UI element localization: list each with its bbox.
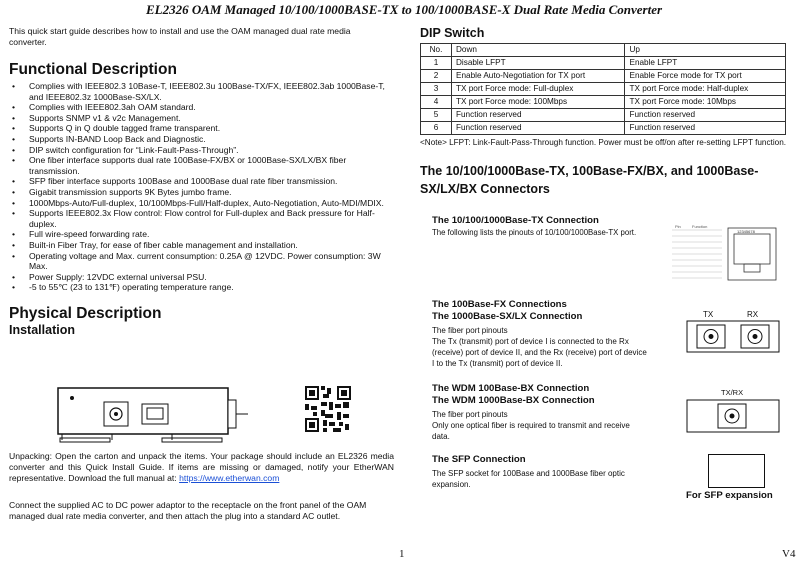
sfp-text: The SFP socket for 100Base and 1000Base fiber optic expansion. [432, 468, 625, 489]
fx-connection-section [432, 299, 647, 369]
rj45-pinout-figure [670, 222, 780, 284]
table-row: 2 Enable Auto-Negotiation for TX port Enable Force mode for TX port [421, 70, 786, 83]
physical-heading: Physical Description [9, 304, 162, 322]
function-column-header: Function [692, 224, 708, 229]
list-item: • SFP fiber interface supports 100Base and 1000Base dual rate fiber transmission. [12, 176, 338, 187]
dip-switch-heading: DIP Switch [420, 26, 485, 40]
list-item: • Built-in Fiber Tray, for ease of fiber cable management and installation. [12, 239, 298, 250]
wdm-1000-title: The WDM 1000Base-BX Connection [432, 394, 595, 406]
wdm-100-title: The WDM 100Base-BX Connection [432, 383, 590, 394]
single-fiber-port-figure [685, 386, 785, 436]
installation-heading: Installation [9, 322, 75, 337]
list-item: • Gigabit transmission supports 9K Bytes jumbo frame. [12, 186, 232, 197]
wdm-text2: Only one optical fiber is required to transmit and receive data. [432, 421, 630, 441]
table-row: 5 Function reserved Function reserved [421, 109, 786, 122]
page-number: 1 [399, 548, 405, 560]
tx-label: TX [703, 310, 714, 319]
table-row: 1 Disable LFPT Enable LFPT [421, 57, 786, 70]
fx-connection-text1: The fiber port pinouts [432, 326, 508, 335]
list-item: • Complies with IEEE802.3ah OAM standard. [12, 102, 196, 113]
version-label: V4 [782, 548, 796, 560]
fx-connection-text2: The Tx (transmit) port of device I is connected to the Rx (receive) port of device II, and the Rx (receive) port of device I to the Tx (transmit) port of device II. [432, 337, 647, 368]
dip-note: <Note> LFPT: Link-Fault-Pass-Through function. Power must be off/on after re-setting LFPT function. [420, 138, 787, 147]
table-header-row [421, 44, 786, 57]
sfp-socket-figure [708, 454, 765, 488]
qr-code-image [305, 386, 351, 432]
fx-connection-title: The 100Base-FX Connections [432, 299, 567, 310]
sfp-connection-section [432, 454, 647, 490]
list-item: • -5 to 55℃ (23 to 131℉) operating temperature range. [12, 282, 234, 293]
column-header: Down [452, 44, 625, 57]
right-column [420, 26, 800, 198]
list-item: • One fiber interface supports dual rate 100Base-FX/BX or 1000Base-SX/LX/BX fiber transmission. [12, 155, 347, 176]
connectors-heading: The 10/100/1000Base-TX, 100Base-FX/BX, and 1000Base-SX/LX/BX Connectors [420, 164, 759, 196]
tx-connection-text: The following lists the pinouts of 10/100/1000Base-TX port. [432, 227, 637, 237]
device-front-panel-image [52, 380, 252, 450]
feature-list [9, 81, 399, 293]
column-header: No. [421, 44, 452, 57]
list-item: • Supports IN-BAND Loop Back and Diagnostic. [12, 133, 206, 144]
list-item: • Full wire-speed forwarding rate. [12, 229, 150, 240]
dip-switch-table [420, 43, 786, 135]
wdm-connection-section [432, 383, 647, 442]
list-item: • Complies with IEEE802.3 10Base-T, IEEE802.3u 100Base-TX/FX, IEEE802.3ab 1000Base-T, and IEEE802.3z 1000Base-SX/LX. [12, 81, 385, 102]
sfp-caption: For SFP expansion [686, 490, 773, 501]
tx-connection-title: The 10/100/1000Base-TX Connection [432, 215, 599, 226]
manual-link[interactable]: https://www.etherwan.com [179, 473, 280, 483]
sxlx-connection-title: The 1000Base-SX/LX Connection [432, 310, 583, 322]
intro-paragraph: This quick start guide describes how to install and use the OAM managed dual rate media converter. [9, 26, 351, 47]
pin-column-header: Pin [675, 224, 681, 229]
list-item: • Operating voltage and Max. current consumption: 0.25A @ 12VDC. Power consumption: 3W Max. [12, 250, 381, 272]
functional-heading: Functional Description [9, 61, 177, 78]
left-column [9, 26, 399, 337]
tx-connection-section [432, 215, 662, 238]
rx-label: RX [747, 310, 759, 319]
list-item: • DIP switch configuration for “Link-Fault-Pass-Through”. [12, 144, 239, 155]
connect-paragraph: Connect the supplied AC to DC power adaptor to the receptacle on the front panel of the OAM managed dual rate media converter, and then attach the plug into a standard AC outlet. [9, 500, 367, 521]
txrx-label: TX/RX [721, 388, 744, 397]
jack-pin-numbers: 12345678 [737, 229, 755, 234]
list-item: • Supports SNMP v1 & v2c Management. [12, 112, 181, 123]
table-row: 3 TX port Force mode: Full-duplex TX port Force mode: Half-duplex [421, 83, 786, 96]
table-row: 4 TX port Force mode: 100Mbps TX port Force mode: 10Mbps [421, 96, 786, 109]
list-item: • Supports Q in Q double tagged frame transparent. [12, 123, 221, 134]
list-item: • Supports IEEE802.3x Flow control: Flow control for Full-duplex and Back pressure for Half-duplex. [12, 208, 375, 229]
column-header: Up [625, 44, 786, 57]
duplex-fiber-port-figure [685, 308, 785, 354]
list-item: • 1000Mbps-Auto/Full-duplex, 10/100Mbps-Full/Half-duplex, Auto-Negotiation, Auto-MDI/MDIX. [12, 197, 384, 208]
unpacking-paragraph: Unpacking: Open the carton and unpack the items. Your package should include an EL2326 media converter and this Quick Install Guide. If items are missing or damaged, notify your EtherWAN representative. Download the full manual at: https://www.etherwan.com [9, 451, 394, 483]
list-item: • Power Supply: 12VDC external universal PSU. [12, 271, 207, 282]
sfp-title: The SFP Connection [432, 454, 526, 465]
table-row: 6 Function reserved Function reserved [421, 122, 786, 135]
document-title: EL2326 OAM Managed 10/100/1000BASE-TX to 100/1000BASE-X Dual Rate Media Converter [145, 2, 663, 17]
wdm-text1: The fiber port pinouts [432, 410, 508, 419]
